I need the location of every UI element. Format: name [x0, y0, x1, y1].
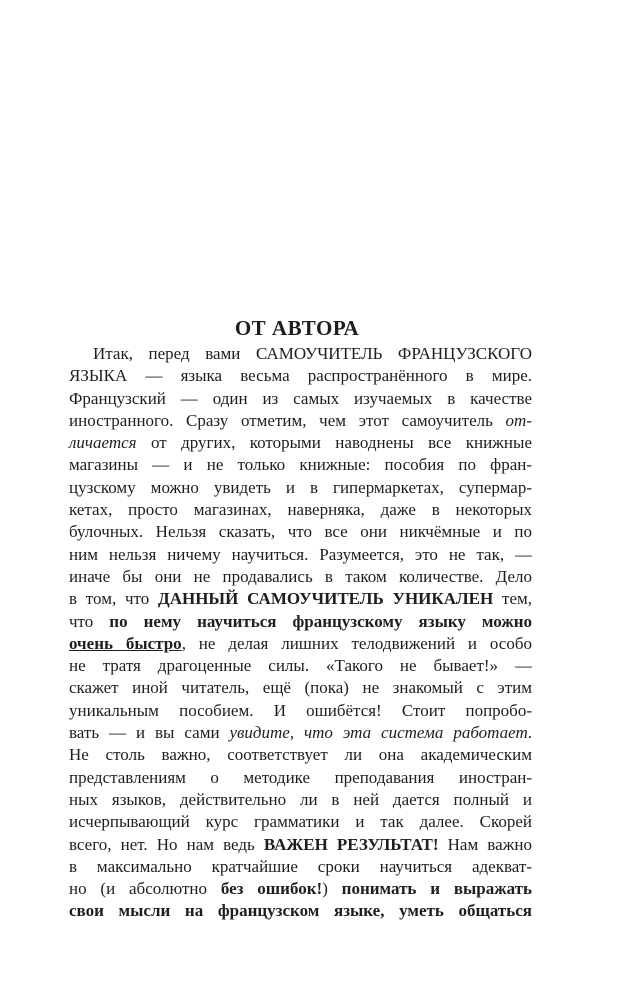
body-paragraph [69, 343, 532, 923]
text-line [69, 521, 532, 543]
text-segment: но (и абсолютно [69, 879, 221, 899]
text-line [69, 900, 532, 922]
text-line [69, 633, 532, 655]
text-line [69, 700, 532, 722]
text-segment: что [69, 611, 110, 631]
text-line [69, 388, 532, 410]
text-line [69, 432, 532, 454]
text-line [69, 767, 532, 789]
emphasis-text: ВАЖЕН РЕЗУЛЬТАТ! [263, 834, 439, 854]
text-segment: вать — и вы сами [69, 723, 230, 743]
section-heading: ОТ АВТОРА [234, 316, 360, 341]
emphasis-text: ДАННЫЙ САМОУЧИТЕЛЬ УНИКАЛЕН [158, 589, 494, 609]
text-segment: булочных. Нельзя сказать, что все они никчёмные и по [69, 522, 532, 542]
text-segment: Не столь важно, соответствует ли она академическим [69, 745, 532, 765]
text-segment: Нам важно [438, 834, 532, 854]
text-segment: не тратя драгоценные силы. «Такого не бывает!» — [69, 656, 532, 676]
text-line [69, 477, 532, 499]
text-line [69, 811, 532, 833]
emphasis-text: от- [505, 410, 532, 430]
text-line [69, 744, 532, 766]
text-segment: кетах, просто магазинах, наверняка, даже в некоторых [69, 500, 532, 520]
text-segment: уникальным пособием. И ошибётся! Стоит попробо- [69, 700, 532, 720]
text-line [69, 588, 532, 610]
text-line [69, 611, 532, 633]
text-segment: ных языков, действительно ли в ней дается полный и [69, 789, 532, 809]
text-segment: тем, [493, 589, 532, 609]
text-line [69, 410, 532, 432]
emphasis-text: очень быстро [69, 633, 182, 653]
emphasis-text: свои мысли на французском языке, уметь общаться [69, 901, 532, 921]
emphasis-text: понимать и выражать [341, 879, 532, 899]
text-segment: Французский — один из самых изучаемых в качестве [69, 388, 532, 408]
text-segment: всего, нет. Но нам ведь [69, 834, 264, 854]
text-segment: ЯЗЫКА — языка весьма распространённого в мире. [69, 366, 532, 386]
text-line [69, 677, 532, 699]
text-segment: ) [322, 879, 342, 899]
text-segment: иностранного. Сразу отметим, чем этот самоучитель [69, 410, 506, 430]
text-segment: скажет иной читатель, ещё (пока) не знакомый с этим [69, 678, 532, 698]
text-segment: ним нельзя ничему научиться. Разумеется, это не так, — [69, 544, 532, 564]
text-segment: в максимально кратчайшие сроки научиться адекват- [69, 856, 532, 876]
text-line [69, 878, 532, 900]
emphasis-text: без ошибок! [220, 879, 323, 899]
text-segment: , не делая лишних телодвижений и особо [181, 633, 533, 653]
text-line [69, 722, 532, 744]
text-segment: иначе бы они не продавались в таком количестве. Дело [69, 566, 532, 586]
text-segment: . [527, 723, 532, 743]
text-line [69, 834, 532, 856]
text-segment: исчерпывающий курс грамматики и так далее. Скорей [69, 812, 532, 832]
text-segment: в том, что [69, 589, 159, 609]
text-line [69, 789, 532, 811]
text-line [69, 856, 532, 878]
text-segment: магазины — и не только книжные: пособия по фран- [69, 455, 532, 475]
text-segment: Итак, перед вами САМОУЧИТЕЛЬ ФРАНЦУЗСКОГО [93, 344, 532, 363]
text-line [69, 365, 532, 387]
text-line [69, 499, 532, 521]
emphasis-text: по нему научиться французскому языку можно [109, 611, 532, 631]
text-line [69, 655, 532, 677]
text-segment: от других, которыми наводнены все книжные [136, 433, 532, 453]
emphasis-text: личается [69, 433, 137, 453]
text-line [69, 343, 532, 365]
text-line [69, 566, 532, 588]
text-segment: представлениям о методике преподавания иностран- [69, 767, 532, 787]
text-segment: цузскому можно увидеть и в гипермаркетах, супермар- [69, 477, 532, 497]
emphasis-text: увидите, что эта система работает [229, 723, 528, 743]
text-line [69, 544, 532, 566]
text-line [69, 454, 532, 476]
